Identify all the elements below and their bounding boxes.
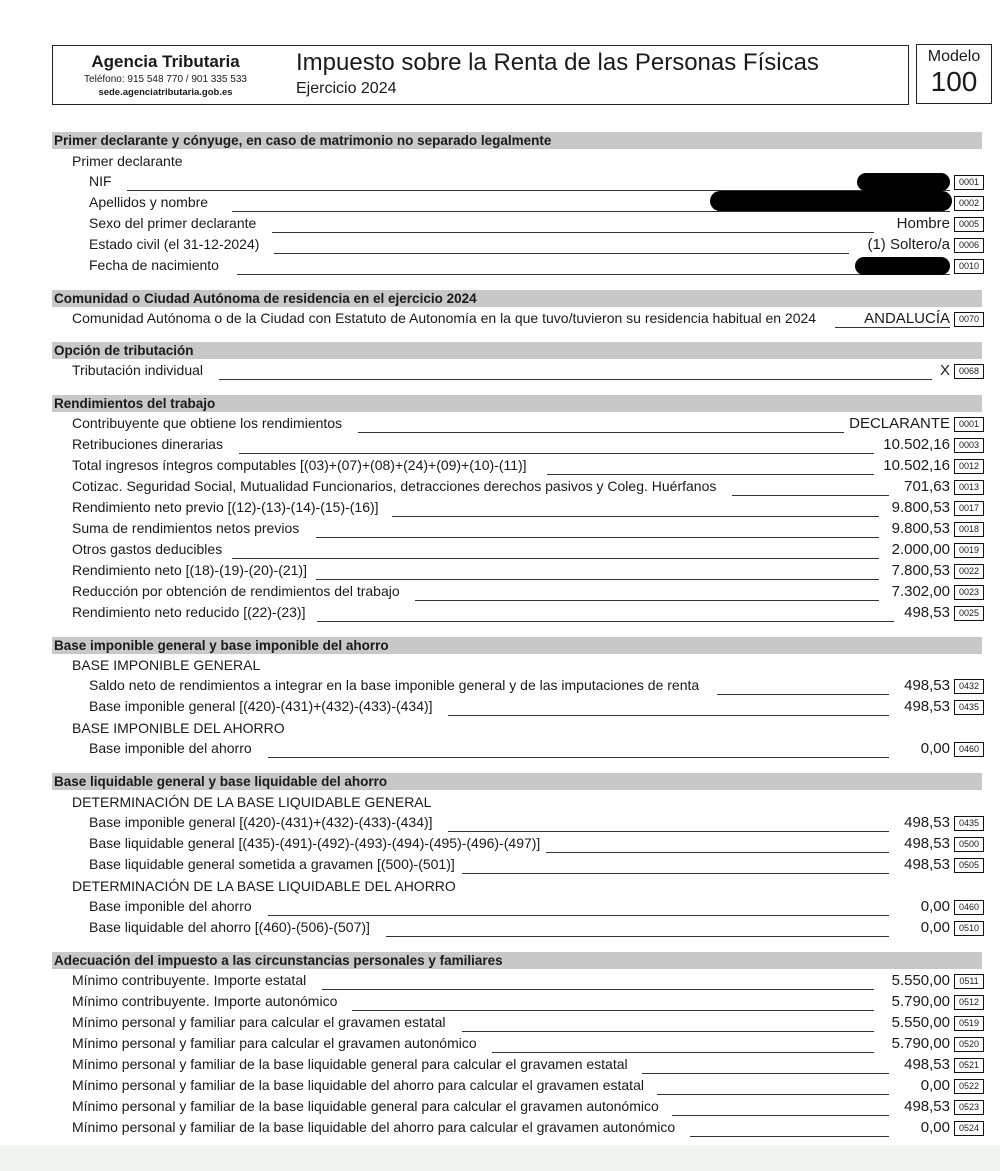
row-label: Otros gastos deducibles bbox=[72, 541, 223, 557]
form-row-base-imponible-general bbox=[52, 697, 984, 718]
row-label: Cotizac. Seguridad Social, Mutualidad Funcionarios, detracciones derechos pasivos y Coleg. Huérfanos bbox=[72, 478, 717, 494]
modelo-label: Modelo bbox=[927, 48, 981, 65]
box-code: 0010 bbox=[954, 259, 984, 274]
row-leader-line bbox=[316, 537, 879, 538]
row-label: Fecha de nacimiento bbox=[89, 257, 219, 273]
box-code: 0520 bbox=[954, 1037, 984, 1052]
box-code: 0019 bbox=[954, 543, 984, 558]
modelo-box bbox=[916, 44, 992, 104]
agency-block bbox=[53, 46, 278, 104]
row-value: 5.550,00 bbox=[891, 972, 950, 989]
row-label: NIF bbox=[89, 173, 112, 189]
form-row-otros-gastos bbox=[52, 540, 984, 561]
row-value: 0,00 bbox=[920, 919, 950, 936]
row-leader-line bbox=[386, 936, 889, 937]
row-leader-line bbox=[690, 1136, 889, 1137]
row-leader-line bbox=[317, 621, 894, 622]
row-leader-line bbox=[462, 1031, 874, 1032]
row-leader-line bbox=[672, 1115, 889, 1116]
box-code: 0025 bbox=[954, 606, 984, 621]
form-row-base-liquidable-ahorro bbox=[52, 918, 984, 939]
row-value: 7.800,53 bbox=[891, 562, 950, 579]
box-code: 0012 bbox=[954, 459, 984, 474]
row-value: (1) Soltero/a bbox=[867, 236, 950, 253]
box-code: 0017 bbox=[954, 501, 984, 516]
form-row-sexo bbox=[52, 214, 984, 235]
section-header-tributacion: Opción de tributación bbox=[52, 342, 982, 359]
row-label: Retribuciones dinerarias bbox=[72, 436, 223, 452]
form-row-minimo-gravamen-autonomico bbox=[52, 1034, 984, 1055]
form-title: Impuesto sobre la Renta de las Personas Físicas bbox=[296, 49, 819, 76]
row-label: Mínimo personal y familiar de la base liquidable general para calcular el gravamen autonómico bbox=[72, 1098, 659, 1114]
row-label: Mínimo personal y familiar de la base liquidable del ahorro para calcular el gravamen autonómico bbox=[72, 1119, 676, 1135]
form-row-base-imponible-general-2 bbox=[52, 813, 984, 834]
row-leader-line bbox=[316, 579, 879, 580]
form-row-minimo-gravamen-estatal bbox=[52, 1013, 984, 1034]
row-leader-line bbox=[392, 516, 879, 517]
form-row-rendimiento-reducido bbox=[52, 603, 984, 624]
row-label: Base liquidable del ahorro [(460)-(506)-(507)] bbox=[89, 919, 370, 935]
form-row-minimo-bl-general-estatal bbox=[52, 1055, 984, 1076]
row-leader-line bbox=[642, 1073, 889, 1074]
row-value: 498,53 bbox=[904, 856, 950, 873]
box-code: 0521 bbox=[954, 1058, 984, 1073]
row-leader-line bbox=[352, 1010, 874, 1011]
row-label: Apellidos y nombre bbox=[89, 194, 209, 210]
agency-name: Agencia Tributaria bbox=[91, 52, 240, 71]
row-value: X bbox=[939, 362, 950, 379]
form-row-minimo-estatal bbox=[52, 971, 984, 992]
box-code: 0519 bbox=[954, 1016, 984, 1031]
form-row-base-liquidable-gravamen bbox=[52, 855, 984, 876]
row-leader-line bbox=[415, 600, 879, 601]
row-label: Mínimo contribuyente. Importe estatal bbox=[72, 972, 307, 988]
row-leader-line bbox=[717, 694, 889, 695]
row-value: 0,00 bbox=[920, 1077, 950, 1094]
row-value: 498,53 bbox=[904, 677, 950, 694]
form-row-contribuyente bbox=[52, 414, 984, 435]
row-value: 5.790,00 bbox=[891, 993, 950, 1010]
row-leader-line bbox=[546, 852, 889, 853]
row-leader-line bbox=[492, 1052, 874, 1053]
form-row-base-imponible-ahorro bbox=[52, 739, 984, 760]
box-code: 0005 bbox=[954, 217, 984, 232]
box-code: 0500 bbox=[954, 837, 984, 852]
box-code: 0435 bbox=[954, 700, 984, 715]
redacted-value bbox=[857, 173, 950, 191]
row-value: Hombre bbox=[896, 215, 950, 232]
row-leader-line bbox=[268, 757, 889, 758]
row-label: Saldo neto de rendimientos a integrar en la base imponible general y de las imputaciones de renta bbox=[89, 677, 700, 693]
row-leader-line bbox=[272, 232, 874, 233]
row-label: Mínimo personal y familiar de la base liquidable general para calcular el gravamen estatal bbox=[72, 1056, 628, 1072]
row-leader-line bbox=[219, 379, 932, 380]
box-code: 0510 bbox=[954, 921, 984, 936]
subsection-base-liquidable-ahorro: DETERMINACIÓN DE LA BASE LIQUIDABLE DEL AHORRO bbox=[72, 878, 456, 894]
row-label: Rendimiento neto previo [(12)-(13)-(14)-(15)-(16)] bbox=[72, 499, 379, 515]
row-leader-line bbox=[448, 715, 889, 716]
row-leader-line bbox=[547, 474, 874, 475]
row-label: Base imponible del ahorro bbox=[89, 740, 252, 756]
row-value: 498,53 bbox=[904, 698, 950, 715]
row-value: 5.790,00 bbox=[891, 1035, 950, 1052]
row-leader-line bbox=[462, 873, 889, 874]
row-label: Tributación individual bbox=[72, 362, 203, 378]
row-value: 0,00 bbox=[920, 898, 950, 915]
modelo-number: 100 bbox=[930, 66, 978, 97]
row-value: 498,53 bbox=[904, 814, 950, 831]
row-leader-line bbox=[232, 558, 879, 559]
row-value: 9.800,53 bbox=[891, 499, 950, 516]
row-leader-line bbox=[239, 453, 874, 454]
row-leader-line bbox=[274, 253, 849, 254]
form-row-total-ingresos bbox=[52, 456, 984, 477]
row-leader-line bbox=[835, 327, 950, 328]
agency-phone: Teléfono: 915 548 770 / 901 335 533 bbox=[84, 74, 247, 85]
row-leader-line bbox=[657, 1094, 889, 1095]
row-leader-line bbox=[448, 831, 889, 832]
form-row-cotizaciones bbox=[52, 477, 984, 498]
box-code: 0512 bbox=[954, 995, 984, 1010]
form-row-estado-civil bbox=[52, 235, 984, 256]
row-label: Contribuyente que obtiene los rendimientos bbox=[72, 415, 343, 431]
row-value: 5.550,00 bbox=[891, 1014, 950, 1031]
row-label: Estado civil (el 31-12-2024) bbox=[89, 236, 260, 252]
row-label: Suma de rendimientos netos previos bbox=[72, 520, 300, 536]
row-label: Comunidad Autónoma o de la Ciudad con Estatuto de Autonomía en la que tuvo/tuvieron su residencia habitual en 2024 bbox=[72, 310, 817, 326]
row-label: Base imponible general [(420)-(431)+(432)-(433)-(434)] bbox=[89, 698, 433, 714]
subsection-base-imponible-general: BASE IMPONIBLE GENERAL bbox=[72, 657, 261, 673]
form-row-minimo-autonomico bbox=[52, 992, 984, 1013]
section-header-rendimientos: Rendimientos del trabajo bbox=[52, 395, 982, 412]
row-value: 498,53 bbox=[904, 1056, 950, 1073]
form-row-minimo-bl-ahorro-autonomico bbox=[52, 1118, 984, 1139]
row-leader-line bbox=[268, 915, 889, 916]
box-code: 0068 bbox=[954, 364, 984, 379]
form-row-tributacion bbox=[52, 361, 984, 382]
box-code: 0511 bbox=[954, 974, 984, 989]
section-header-adecuacion: Adecuación del impuesto a las circunstancias personales y familiares bbox=[52, 952, 982, 969]
box-code: 0460 bbox=[954, 742, 984, 757]
box-code: 0003 bbox=[954, 438, 984, 453]
agency-website: sede.agenciatributaria.gob.es bbox=[98, 87, 233, 98]
form-row-fecha-nacimiento bbox=[52, 256, 984, 277]
row-label: Mínimo personal y familiar de la base liquidable del ahorro para calcular el gravamen estatal bbox=[72, 1077, 644, 1093]
row-value: 701,63 bbox=[904, 478, 950, 495]
box-code: 0006 bbox=[954, 238, 984, 253]
box-code: 0001 bbox=[954, 175, 984, 190]
box-code: 0013 bbox=[954, 480, 984, 495]
section-header-comunidad: Comunidad o Ciudad Autónoma de residencia en el ejercicio 2024 bbox=[52, 290, 982, 307]
box-code: 0018 bbox=[954, 522, 984, 537]
box-code: 0460 bbox=[954, 900, 984, 915]
box-code: 0522 bbox=[954, 1079, 984, 1094]
row-leader-line bbox=[358, 432, 844, 433]
form-row-retribuciones bbox=[52, 435, 984, 456]
row-leader-line bbox=[232, 211, 950, 212]
box-code: 0435 bbox=[954, 816, 984, 831]
box-code: 0523 bbox=[954, 1100, 984, 1115]
form-row-rendimiento-neto bbox=[52, 561, 984, 582]
row-label: Rendimiento neto reducido [(22)-(23)] bbox=[72, 604, 306, 620]
row-value: DECLARANTE bbox=[849, 415, 950, 432]
box-code: 0524 bbox=[954, 1121, 984, 1136]
box-code: 0023 bbox=[954, 585, 984, 600]
row-label: Total ingresos íntegros computables [(03)+(07)+(08)+(24)+(09)+(10)-(11)] bbox=[72, 457, 527, 473]
form-row-minimo-bl-ahorro-estatal bbox=[52, 1076, 984, 1097]
form-header bbox=[52, 45, 909, 105]
row-value: 0,00 bbox=[920, 1119, 950, 1136]
redacted-value bbox=[855, 257, 950, 275]
row-label: Base liquidable general sometida a gravamen [(500)-(501)] bbox=[89, 856, 455, 872]
form-row-minimo-bl-general-autonomico bbox=[52, 1097, 984, 1118]
form-row-base-liquidable-general bbox=[52, 834, 984, 855]
row-value: 0,00 bbox=[920, 740, 950, 757]
row-label: Base liquidable general [(435)-(491)-(492)-(493)-(494)-(495)-(496)-(497)] bbox=[89, 835, 541, 851]
form-exercise: Ejercicio 2024 bbox=[296, 80, 397, 97]
row-value: 498,53 bbox=[904, 1098, 950, 1115]
row-label: Mínimo personal y familiar para calcular el gravamen estatal bbox=[72, 1014, 446, 1030]
section-header-declarante: Primer declarante y cónyuge, en caso de matrimonio no separado legalmente bbox=[52, 132, 982, 149]
subsection-base-imponible-ahorro: BASE IMPONIBLE DEL AHORRO bbox=[72, 720, 285, 736]
row-label: Base imponible del ahorro bbox=[89, 898, 252, 914]
row-leader-line bbox=[237, 274, 950, 275]
box-code: 0070 bbox=[954, 312, 984, 327]
redacted-value bbox=[710, 191, 952, 211]
row-value: 498,53 bbox=[904, 604, 950, 621]
form-row-saldo-neto bbox=[52, 676, 984, 697]
subsection-primer-declarante: Primer declarante bbox=[72, 153, 183, 169]
row-value: 10.502,16 bbox=[883, 436, 950, 453]
form-row-nif bbox=[52, 172, 984, 193]
form-row-comunidad bbox=[52, 309, 984, 330]
row-value: 9.800,53 bbox=[891, 520, 950, 537]
row-label: Rendimiento neto [(18)-(19)-(20)-(21)] bbox=[72, 562, 307, 578]
row-leader-line bbox=[322, 989, 874, 990]
row-value: 10.502,16 bbox=[883, 457, 950, 474]
box-code: 0002 bbox=[954, 196, 984, 211]
row-value: ANDALUCÍA bbox=[864, 310, 950, 327]
form-row-base-imponible-ahorro-2 bbox=[52, 897, 984, 918]
section-header-base-liquidable: Base liquidable general y base liquidable del ahorro bbox=[52, 773, 982, 790]
row-label: Mínimo contribuyente. Importe autonómico bbox=[72, 993, 338, 1009]
row-value: 498,53 bbox=[904, 835, 950, 852]
box-code: 0432 bbox=[954, 679, 984, 694]
row-label: Base imponible general [(420)-(431)+(432)-(433)-(434)] bbox=[89, 814, 433, 830]
form-row-apellidos bbox=[52, 193, 984, 214]
row-value: 2.000,00 bbox=[891, 541, 950, 558]
form-title-block bbox=[296, 49, 819, 98]
row-label: Reducción por obtención de rendimientos del trabajo bbox=[72, 583, 400, 599]
section-header-base-imponible: Base imponible general y base imponible del ahorro bbox=[52, 637, 982, 654]
box-code: 0022 bbox=[954, 564, 984, 579]
row-leader-line bbox=[732, 495, 889, 496]
row-value: 7.302,00 bbox=[891, 583, 950, 600]
subsection-base-liquidable-general: DETERMINACIÓN DE LA BASE LIQUIDABLE GENERAL bbox=[72, 794, 432, 810]
form-row-rendimiento-neto-previo bbox=[52, 498, 984, 519]
form-row-suma-rendimientos bbox=[52, 519, 984, 540]
form-row-reduccion bbox=[52, 582, 984, 603]
row-label: Sexo del primer declarante bbox=[89, 215, 257, 231]
row-label: Mínimo personal y familiar para calcular el gravamen autonómico bbox=[72, 1035, 477, 1051]
box-code: 0505 bbox=[954, 858, 984, 873]
box-code: 0001 bbox=[954, 417, 984, 432]
page-bottom-margin bbox=[0, 1145, 1000, 1171]
